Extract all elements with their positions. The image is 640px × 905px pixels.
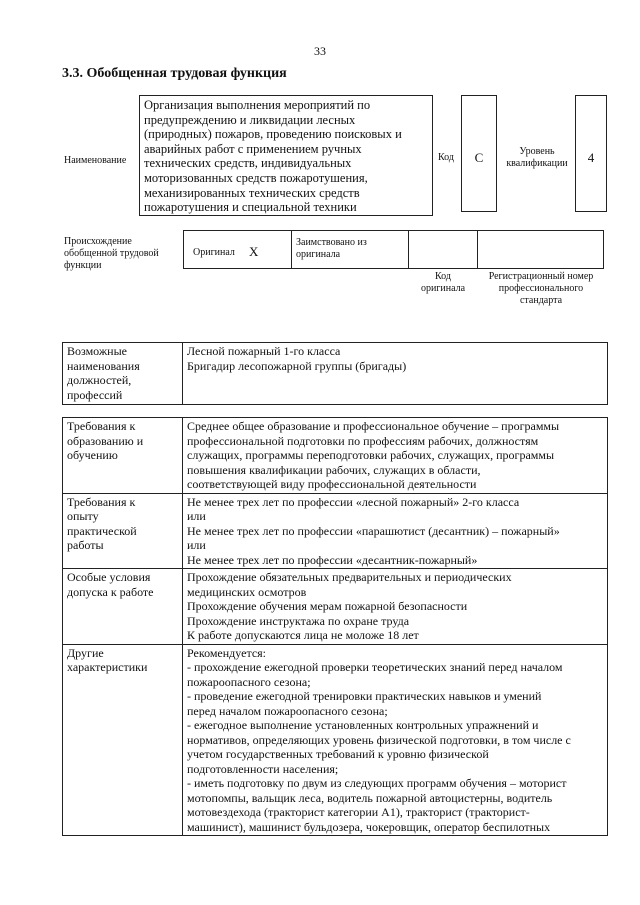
requirements-table [62,417,608,836]
origin-divider [291,230,292,269]
function-name-box [139,95,433,216]
requirement-label-line: Требования к [67,494,136,509]
positions-label-cell [63,343,183,405]
requirement-value-line: повышения квалификации рабочих, служащих в области, [187,462,481,477]
requirement-label-line: опыту [67,509,99,523]
table-row [63,569,608,645]
requirement-label-cell [63,418,183,494]
name-line: технических средств, индивидуальных [144,156,352,171]
position-title: Лесной пожарный 1-го класса [187,344,341,358]
code-original-line: Код [435,271,451,282]
requirement-value-line: К работе допускаются лица не моложе 18 лет [187,628,419,642]
origin-label-line: Происхождение [64,236,132,247]
positions-label-line: наименования [67,358,140,373]
borrowed-line: Заимствовано из [296,237,367,248]
requirement-value-line: мотопомпы, вальщик леса, водитель пожарной автоцистерны, водитель [187,790,553,805]
requirement-value-line: Не менее трех лет по профессии «парашютист (десантник) – пожарный» [187,523,560,538]
requirement-value-cell [183,569,608,645]
requirement-label-line: работы [67,538,104,552]
position-title: Бригадир лесопожарной группы (бригады) [187,358,407,373]
origin-row [183,230,604,269]
requirement-value-line: медицинских осмотров [187,584,307,599]
borrowed-line: оригинала [296,249,341,260]
section-heading: 3.3. Обобщенная трудовая функция [62,66,287,81]
level-value: 4 [587,150,595,165]
table-row [63,343,608,405]
name-label: Наименование [64,155,127,166]
origin-label [64,236,159,272]
code-original-line: оригинала [420,283,466,294]
requirement-value-line: учетом государственных требований к уровню физической [187,747,489,761]
level-label [501,146,573,170]
reg-number-line: профессионального [498,283,584,294]
requirement-label-line: образованию и [67,433,144,448]
requirement-label-line: характеристики [67,660,148,674]
level-label-line: квалификации [506,158,568,169]
requirement-value-line: - иметь подготовку по двум из следующих программ обучения – моторист [187,776,567,790]
code-box [461,95,497,212]
requirement-value-line: соответствующей виду профессиональной деятельности [187,477,477,491]
name-line: Организация выполнения мероприятий по [144,98,371,112]
requirement-value-line: нормативов, определяющих уровень физической подготовки, в том числе с [187,732,571,747]
requirement-value-line: - проведение ежегодной тренировки практических навыков и умений [187,689,542,703]
requirement-label-line: Особые условия [67,570,151,584]
requirement-label-cell [63,569,183,645]
origin-label-line: обобщенной трудовой [64,248,159,259]
reg-number-label [480,271,602,307]
reg-number-line: Регистрационный номер [488,271,594,282]
page-number: 33 [314,44,326,58]
requirement-label-cell [63,644,183,836]
positions-table [62,342,608,405]
requirement-value-line: служащих, программы переподготовки рабочих, служащих, программы [187,448,555,462]
requirement-value-line: Не менее трех лет по профессии «лесной пожарный» 2-го класса [187,494,520,509]
name-line: предупреждению и ликвидации лесных [144,112,356,127]
code-value: С [474,150,484,165]
reg-number-line: стандарта [519,295,563,306]
requirement-label-line: допуска к работе [67,584,154,599]
requirement-value-line: или [187,538,206,552]
name-line: аварийных работ с применением ручных [144,141,362,156]
requirement-value-line: - ежегодное выполнение установленных контрольных упражнений и [187,718,539,732]
requirement-value-line: Прохождение обязательных предварительных и периодических [187,570,512,584]
requirement-value-cell [183,493,608,569]
requirement-value-line: пожароопасного сезона; [187,674,311,689]
requirement-value-line: Прохождение обучения мерам пожарной безопасности [187,599,468,613]
requirement-value-line: Среднее общее образование и профессиональное обучение – программы [187,419,560,433]
positions-value-cell [183,343,608,405]
origin-divider [477,230,478,269]
requirement-value-line: Прохождение инструктажа по охране труда [187,613,410,628]
original-mark: X [249,244,259,259]
requirement-value-line: Рекомендуется: [187,645,267,660]
requirement-value-line: перед началом пожароопасного сезона; [187,703,388,718]
origin-label-line: функции [64,260,102,271]
requirement-value-line: мотовездехода (тракторист категории А1), тракторист (тракторист- [187,805,530,819]
positions-label-line: профессий [67,387,123,402]
table-row [63,493,608,569]
positions-label-line: должностей, [67,373,132,387]
requirement-value-line: профессиональной подготовки по профессиям рабочих, должностям [187,433,539,448]
requirement-value-line: Не менее трех лет по профессии «десантник-пожарный» [187,552,478,567]
requirement-value-line: - прохождение ежегодной проверки теоретических знаний перед началом [187,660,563,674]
name-line: моторизованных средств пожаротушения, [144,170,368,185]
name-line: пожаротушения и специальной техники [144,200,357,215]
name-line: (природных) пожаров, проведению поисковых и [144,127,402,142]
borrowed-label [296,237,367,261]
table-row [63,644,608,836]
name-line: механизированных технических средств [144,185,360,200]
requirement-label-line: Требования к [67,419,136,433]
requirement-value-cell [183,418,608,494]
requirement-label-line: Другие [67,645,104,660]
requirement-value-cell [183,644,608,836]
level-box [575,95,607,212]
original-label: Оригинал [193,247,235,258]
positions-label-line: Возможные [67,344,127,358]
requirement-label-cell [63,493,183,569]
code-label: Код [438,152,454,163]
requirement-label-line: практической [67,523,137,538]
origin-divider [408,230,409,269]
requirement-value-line: подготовленности населения; [187,761,339,776]
requirement-value-line: или [187,509,206,523]
code-original-label [410,271,476,295]
table-row [63,418,608,494]
requirement-value-line: машинист), машинист бульдозера, чокеровщик, оператор беспилотных [187,819,551,834]
requirement-label-line: обучению [67,448,118,462]
level-label-line: Уровень [519,146,555,157]
